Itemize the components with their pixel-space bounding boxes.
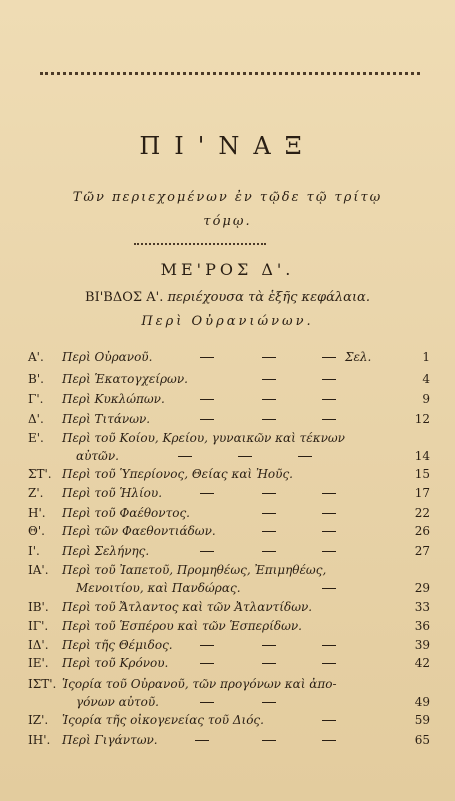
leader-dash xyxy=(238,456,252,457)
page-number: 17 xyxy=(414,486,430,500)
leader-dash xyxy=(200,357,214,358)
page-abbreviation: Σελ. xyxy=(345,350,372,364)
leader-dash xyxy=(200,663,214,664)
book-label: ΒΙ'ΒΔΟΣ Α'. xyxy=(85,290,164,305)
chapter-title: Περὶ τοῦ Ὑπερίονος, Θείας καὶ Ἠοῦς. xyxy=(62,467,293,481)
chapter-title: Περὶ Τιτάνων. xyxy=(62,412,151,426)
chapter-title: Περὶ Σελήνης. xyxy=(62,544,150,558)
leader-dash xyxy=(262,357,276,358)
leader-dash xyxy=(262,645,276,646)
chapter-title: Περὶ τῆς Θέμιδος. xyxy=(62,638,173,652)
leader-dash xyxy=(262,399,276,400)
chapter-number: Β'. xyxy=(28,372,44,386)
page-number: 1 xyxy=(422,350,430,364)
page-number: 29 xyxy=(414,581,430,595)
chapter-number: ΙΗ'. xyxy=(28,733,51,747)
leader-dash xyxy=(262,740,276,741)
chapter-title-continuation: Μενοιτίου, καὶ Πανδώρας. xyxy=(76,581,241,595)
chapter-title-continuation: αὐτῶν. xyxy=(76,449,119,463)
leader-dash xyxy=(322,493,336,494)
chapter-number: Η'. xyxy=(28,506,46,520)
page-number: 26 xyxy=(414,524,430,538)
page-number: 12 xyxy=(414,412,430,426)
chapter-number: Γ'. xyxy=(28,392,44,406)
chapter-title: Περὶ τοῦ Ἑσπέρου καὶ τῶν Ἑσπερίδων. xyxy=(62,619,302,633)
chapter-title: Ἱςορία τοῦ Οὐρανοῦ, τῶν προγόνων καὶ ἀπο- xyxy=(62,677,337,691)
leader-dash xyxy=(200,493,214,494)
subtitle-line-2: τόμῳ. xyxy=(203,214,252,229)
leader-dash xyxy=(322,720,336,721)
page-number: 36 xyxy=(414,619,430,633)
leader-dash xyxy=(322,513,336,514)
leader-dash xyxy=(200,645,214,646)
leader-dash xyxy=(262,419,276,420)
chapter-number: ΣΤ'. xyxy=(28,467,52,481)
page-title: ΠΙ'ΝΑΞ xyxy=(139,132,316,160)
chapter-number: Ι'. xyxy=(28,544,40,558)
page-number: 49 xyxy=(414,695,430,709)
page-number: 15 xyxy=(414,467,430,481)
chapter-title: Ἱςορία τῆς οἰκογενείας τοῦ Διός. xyxy=(62,713,264,727)
chapter-number: ΙΣΤ'. xyxy=(28,677,57,691)
chapter-number: Α'. xyxy=(28,350,44,364)
chapter-title: Περὶ τοῦ Ἄτλαντος καὶ τῶν Ἀτλαντίδων. xyxy=(62,600,313,614)
chapter-title: Περὶ τοῦ Φαέθοντος. xyxy=(62,506,190,520)
leader-dash xyxy=(322,357,336,358)
page-number: 65 xyxy=(414,733,430,747)
subtitle-line-1: Τῶν περιεχομένων ἐν τῷδε τῷ τρίτῳ xyxy=(72,190,383,205)
leader-dash xyxy=(200,551,214,552)
chapter-number: ΙΕ'. xyxy=(28,656,49,670)
leader-dash xyxy=(322,663,336,664)
chapter-number: ΙΓ'. xyxy=(28,619,49,633)
leader-dash xyxy=(322,531,336,532)
chapter-title: Περὶ τοῦ Κοίου, Κρείου, γυναικῶν καὶ τέκνων xyxy=(62,431,345,445)
chapter-number: ΙΖ'. xyxy=(28,713,49,727)
leader-dash xyxy=(200,399,214,400)
leader-dash xyxy=(262,551,276,552)
leader-dash xyxy=(322,588,336,589)
chapter-title: Περὶ Γιγάντων. xyxy=(62,733,158,747)
section-heading: Περὶ Οὐρανιώνων. xyxy=(141,314,314,329)
page-number: 4 xyxy=(422,372,430,386)
chapter-number: Ζ'. xyxy=(28,486,44,500)
leader-dash xyxy=(262,379,276,380)
page-number: 59 xyxy=(414,713,430,727)
leader-dash xyxy=(200,702,214,703)
chapter-title: Περὶ τοῦ Ἡλίου. xyxy=(62,486,163,500)
chapter-title: Περὶ Κυκλώπων. xyxy=(62,392,165,406)
chapter-number: ΙΒ'. xyxy=(28,600,49,614)
page-number: 22 xyxy=(414,506,430,520)
page-number: 39 xyxy=(414,638,430,652)
leader-dash xyxy=(322,419,336,420)
leader-dash xyxy=(262,513,276,514)
leader-dash xyxy=(322,645,336,646)
leader-dash xyxy=(322,740,336,741)
chapter-number: Δ'. xyxy=(28,412,44,426)
part-heading: ΜΕ'ΡΟΣ Δ'. xyxy=(160,260,295,279)
chapter-number: Ε'. xyxy=(28,431,44,445)
chapter-title: Περὶ Οὐρανοῦ. xyxy=(62,350,153,364)
chapter-title: Περὶ τῶν Φαεθοντιάδων. xyxy=(62,524,216,538)
chapter-number: Θ'. xyxy=(28,524,45,538)
chapter-title: Περὶ τοῦ Κρόνου. xyxy=(62,656,169,670)
leader-dash xyxy=(322,551,336,552)
leader-dash xyxy=(322,379,336,380)
chapter-title: Περὶ Ἑκατογχείρων. xyxy=(62,372,188,386)
page-number: 33 xyxy=(414,600,430,614)
leader-dash xyxy=(262,531,276,532)
chapter-number: ΙΔ'. xyxy=(28,638,49,652)
leader-dash xyxy=(178,456,192,457)
leader-dash xyxy=(195,740,209,741)
page-number: 14 xyxy=(414,449,430,463)
leader-dash xyxy=(262,493,276,494)
leader-dash xyxy=(298,456,312,457)
chapter-title-continuation: γόνων αὐτοῦ. xyxy=(76,695,159,709)
page-number: 27 xyxy=(414,544,430,558)
book-description: περιέχουσα τὰ ἑξῆς κεφάλαια. xyxy=(167,290,370,305)
leader-dash xyxy=(200,419,214,420)
leader-dash xyxy=(322,399,336,400)
page-number: 42 xyxy=(414,656,430,670)
chapter-title: Περὶ τοῦ Ἰαπετοῦ, Προμηθέως, Ἐπιμηθέως, xyxy=(62,563,327,577)
page-number: 9 xyxy=(422,392,430,406)
leader-dash xyxy=(262,702,276,703)
chapter-number: ΙΑ'. xyxy=(28,563,49,577)
leader-dash xyxy=(262,663,276,664)
